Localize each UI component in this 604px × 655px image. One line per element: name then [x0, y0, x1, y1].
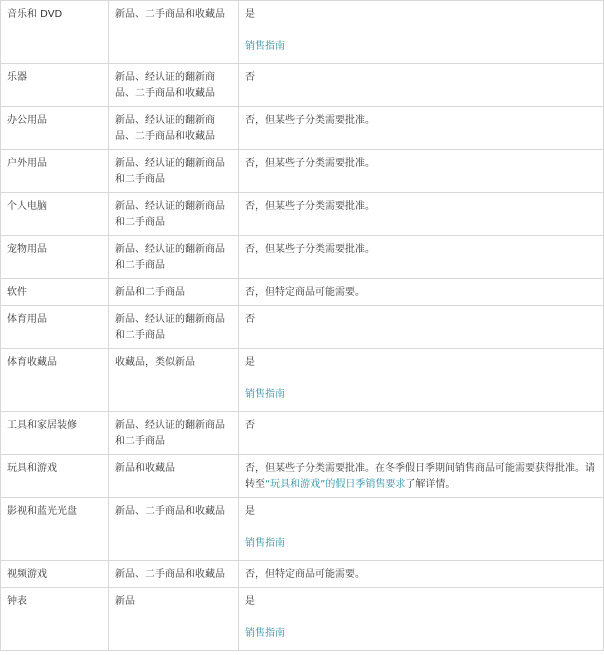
- table-row: [1, 588, 604, 651]
- category-cell: 影视和蓝光光盘: [1, 498, 109, 561]
- category-cell: 玩具和游戏: [1, 455, 109, 498]
- condition-cell: 新品和二手商品: [109, 279, 239, 306]
- table-row: [1, 455, 604, 498]
- table-row: [1, 64, 604, 107]
- category-cell: 办公用品: [1, 107, 109, 150]
- category-cell: 工具和家居装修: [1, 412, 109, 455]
- category-cell: 乐器: [1, 64, 109, 107]
- condition-cell: 新品和收藏品: [109, 455, 239, 498]
- table-row: [1, 1, 604, 64]
- approval-cell: 否: [239, 306, 604, 349]
- approval-cell: 否: [239, 412, 604, 455]
- table-row: [1, 498, 604, 561]
- category-cell: 体育用品: [1, 306, 109, 349]
- condition-cell: 新品、二手商品和收藏品: [109, 561, 239, 588]
- category-cell: 音乐和 DVD: [1, 1, 109, 64]
- condition-cell: 新品、经认证的翻新商品、二手商品和收藏品: [109, 107, 239, 150]
- approval-cell: [239, 498, 604, 561]
- approval-cell: [239, 455, 604, 498]
- approval-text: 是: [245, 596, 255, 607]
- selling-guide-link[interactable]: 销售指南: [245, 628, 285, 639]
- category-cell: 视频游戏: [1, 561, 109, 588]
- category-cell: 软件: [1, 279, 109, 306]
- approval-text: 否，但某些子分类需要批准。在冬季假日季期间销售商品可能需要获得批准。请转至: [245, 463, 595, 490]
- table-row: [1, 561, 604, 588]
- condition-cell: 新品、二手商品和收藏品: [109, 1, 239, 64]
- approval-cell: 否，但某些子分类需要批准。: [239, 193, 604, 236]
- approval-cell: [239, 588, 604, 651]
- condition-cell: 新品、经认证的翻新商品和二手商品: [109, 412, 239, 455]
- condition-cell: 新品、经认证的翻新商品和二手商品: [109, 150, 239, 193]
- approval-cell: 否，但某些子分类需要批准。: [239, 236, 604, 279]
- table-row: [1, 349, 604, 412]
- condition-cell: 新品、二手商品和收藏品: [109, 498, 239, 561]
- table-row: [1, 306, 604, 349]
- category-cell: 钟表: [1, 588, 109, 651]
- approval-cell: 否，但特定商品可能需要。: [239, 561, 604, 588]
- table-row: [1, 412, 604, 455]
- approval-cell: 否，但某些子分类需要批准。: [239, 107, 604, 150]
- approval-cell: 否: [239, 64, 604, 107]
- selling-guide-link[interactable]: 销售指南: [245, 41, 285, 52]
- category-cell: 个人电脑: [1, 193, 109, 236]
- table-row: [1, 236, 604, 279]
- category-cell: 体育收藏品: [1, 349, 109, 412]
- approval-text-after: 了解详情。: [405, 479, 456, 490]
- approval-cell: 否，但某些子分类需要批准。: [239, 150, 604, 193]
- condition-cell: 新品、经认证的翻新商品、二手商品和收藏品: [109, 64, 239, 107]
- category-cell: 户外用品: [1, 150, 109, 193]
- approval-cell: [239, 349, 604, 412]
- table-row: [1, 150, 604, 193]
- approval-text: 是: [245, 506, 255, 517]
- category-cell: 宠物用品: [1, 236, 109, 279]
- condition-cell: 新品、经认证的翻新商品和二手商品: [109, 193, 239, 236]
- table-row: [1, 193, 604, 236]
- table-row: [1, 279, 604, 306]
- approval-text: 是: [245, 9, 255, 20]
- condition-cell: 新品: [109, 588, 239, 651]
- condition-cell: 收藏品，类似新品: [109, 349, 239, 412]
- approval-text: 是: [245, 357, 255, 368]
- approval-cell: [239, 1, 604, 64]
- condition-cell: 新品、经认证的翻新商品和二手商品: [109, 236, 239, 279]
- toys-holiday-requirements-link[interactable]: “玩具和游戏”的假日季销售要求: [265, 479, 406, 490]
- condition-cell: 新品、经认证的翻新商品和二手商品: [109, 306, 239, 349]
- table-row: [1, 107, 604, 150]
- selling-guide-link[interactable]: 销售指南: [245, 389, 285, 400]
- approval-cell: 否，但特定商品可能需要。: [239, 279, 604, 306]
- selling-guide-link[interactable]: 销售指南: [245, 538, 285, 549]
